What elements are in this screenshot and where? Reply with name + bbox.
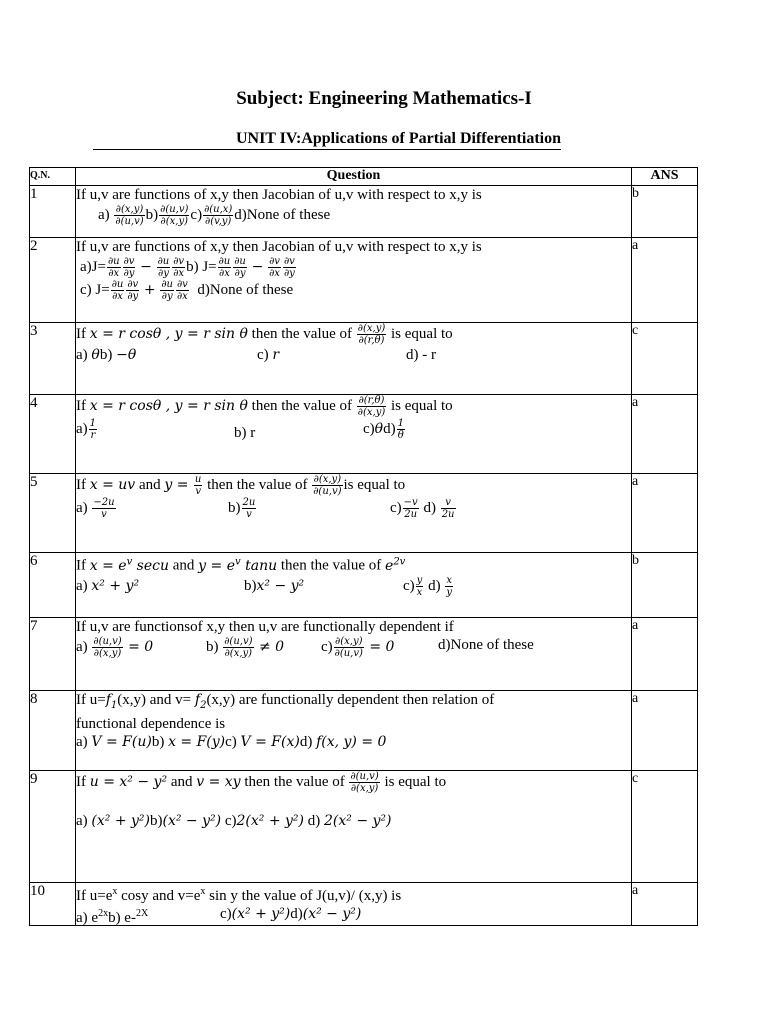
options (76, 905, 631, 925)
question-number: 7 (30, 618, 76, 691)
option-b: b) (145, 206, 159, 223)
options: a) V = F(u)b) x = F(y)c) V = F(x)d) f(x, y) = 0 (76, 733, 387, 750)
option-b: b) J= (186, 258, 217, 275)
option-c: c) $\frac{y}{x}$ d) $\frac{x}{y}$ (403, 574, 452, 598)
option-d: d)None of these (234, 206, 331, 223)
question-text: If u = x² − y² and v = xy then the value of $\frac{\partial(u,v)}{\partial(x,y)}$ is equal to (76, 771, 447, 794)
question-number: 10 (30, 883, 76, 926)
question-number: 4 (30, 395, 76, 474)
question-cell (76, 238, 632, 323)
options (76, 636, 631, 666)
question-number: 6 (30, 553, 76, 618)
header-qn: Q.N. (30, 168, 76, 186)
option-b: b) r (234, 425, 256, 441)
option-c: c) J= (80, 281, 110, 298)
table-row (30, 238, 698, 323)
fraction: $\frac{\partial(x,y)}{\partial(u,v)}$ (115, 204, 144, 227)
page-title: Subject: Engineering Mathematics-I (236, 88, 532, 109)
answer: a (632, 238, 698, 323)
question-text: If x = r cosθ , y = r sin θ then the value of $\frac{\partial(x,y)}{\partial(r,\theta)}$ is equal to (76, 323, 453, 346)
answer: a (632, 395, 698, 474)
question-text: If x = r cosθ , y = r sin θ then the value of $\frac{\partial(r,\theta)}{\partial(x,y)}$ is equal to (76, 395, 453, 418)
options: c) J= $\frac{\partial u}{\partial x}$ $\frac{\partial v}{\partial y}$ + $\frac{\partial u}{\partial y}$ $\frac{\partial v}{\partial x}$ d)None of these (80, 279, 294, 302)
option-c: c) $\frac{\partial(x,y)}{\partial(u,v)}$ = 0 (321, 636, 395, 659)
table-row (30, 771, 698, 883)
table-row (30, 618, 698, 691)
question-number: 8 (30, 691, 76, 771)
question-text: If $u=f_1(x,y)$ and $v= f_2(x,y)$ are functionally dependent then relation of (76, 692, 495, 711)
table-header-row (30, 168, 698, 186)
question-cell (76, 771, 632, 883)
question-number: 5 (30, 474, 76, 553)
question-number: 3 (30, 323, 76, 395)
option-a: a) $\frac{\partial(u,v)}{\partial(x,y)}$ = 0 (76, 636, 154, 659)
options (76, 418, 631, 448)
table-row (30, 186, 698, 238)
table-row (30, 395, 698, 474)
question-text: functional dependence is (76, 715, 226, 732)
question-cell (76, 474, 632, 553)
question-cell (76, 691, 632, 771)
option-a: a) θb) −θ (76, 347, 137, 363)
option-a: a) $\frac{-2u}{v}$ (76, 497, 115, 520)
question-text: If $u=e^x$ cosy and $v=e^x$ sin y the value of J(u,v)/ (x,y) is (76, 886, 402, 904)
question-text: If $x = e^v$ secu and $y = e^v$ tanu then the value of $e^{2v}$ (76, 556, 406, 574)
questions-table (29, 167, 698, 926)
option-a: a)J= (80, 258, 106, 275)
question-text: If u,v are functionsof x,y then u,v are functionally dependent if (76, 619, 454, 635)
table-row (30, 883, 698, 926)
option-d: d)None of these (197, 281, 294, 298)
header-ans: ANS (632, 168, 698, 186)
option-c: c) r (257, 347, 280, 363)
answer: b (632, 186, 698, 238)
question-cell (76, 323, 632, 395)
option-a: a) x² + y² (76, 577, 140, 594)
option-b: b) $\frac{2u}{v}$ (228, 497, 256, 520)
table-row (30, 474, 698, 553)
question-number: 9 (30, 771, 76, 883)
option-b: b) $\frac{\partial(u,v)}{\partial(x,y)}$ ≠ 0 (206, 636, 285, 659)
fraction: $\frac{\partial(u,v)}{\partial(x,y)}$ (160, 204, 189, 227)
options (76, 346, 631, 370)
header-question: Question (76, 168, 632, 186)
table-row (30, 691, 698, 771)
option-c: c) (190, 206, 203, 223)
answer: c (632, 771, 698, 883)
table-row (30, 553, 698, 618)
option-d: d) - r (406, 347, 436, 363)
question-text: If u,v are functions of x,y then Jacobian of u,v with respect to x,y is (76, 187, 482, 203)
options (76, 575, 631, 603)
options (76, 204, 631, 227)
option-a: a) (98, 206, 110, 223)
options: a) (x² + y²)b)(x² − y²) c)2(x² + y²) d) 2(x² − y²) (76, 813, 392, 829)
question-cell (76, 618, 632, 691)
question-text: If x = uv and y = $\frac{u}{v}$ then the value of $\frac{\partial(x,y)}{\partial(u,v)}$ is equal to (76, 474, 406, 497)
answer: a (632, 691, 698, 771)
option-a: a) $\frac{1}{r}$ (76, 418, 97, 441)
option-c: c)θd) $\frac{1}{\theta}$ (363, 418, 404, 441)
option-c: c)(x² + y²)d)(x² − y²) (220, 906, 362, 922)
answer: a (632, 883, 698, 926)
options: a)J= $\frac{\partial u}{\partial x}$ $\frac{\partial v}{\partial y}$ − $\frac{\partial u}{\partial y}$ $\frac{\partial v}{\partial x}$ b) J= $\frac{\partial u}{\partial x}$ $\frac{\partial u}{\partial y}$ − $\frac{\partial v}{\partial x}$ $\frac{\partial v}{\partial y}$ (80, 256, 295, 279)
table-row (30, 323, 698, 395)
question-cell (76, 186, 632, 238)
question-cell (76, 883, 632, 926)
question-number: 2 (30, 238, 76, 323)
option-b: b)x² − y² (244, 577, 305, 594)
option-d: d)None of these (438, 637, 534, 653)
question-cell (76, 395, 632, 474)
answer: a (632, 474, 698, 553)
options (76, 497, 631, 527)
answer: c (632, 323, 698, 395)
option-a: a) $e^{2x}b$) e-$^{2X}$ (76, 908, 149, 926)
unit-heading: UNIT IV:Applications of Partial Differentiation (93, 130, 561, 150)
answer: a (632, 618, 698, 691)
fraction: $\frac{\partial(u,x)}{\partial(v,y)}$ (204, 204, 233, 227)
answer: b (632, 553, 698, 618)
question-number: 1 (30, 186, 76, 238)
option-c: c) $\frac{-v}{2u}$ d) $\frac{v}{2u}$ (390, 497, 455, 520)
question-text: If u,v are functions of x,y then Jacobian of u,v with respect to x,y is (76, 239, 482, 255)
question-cell (76, 553, 632, 618)
